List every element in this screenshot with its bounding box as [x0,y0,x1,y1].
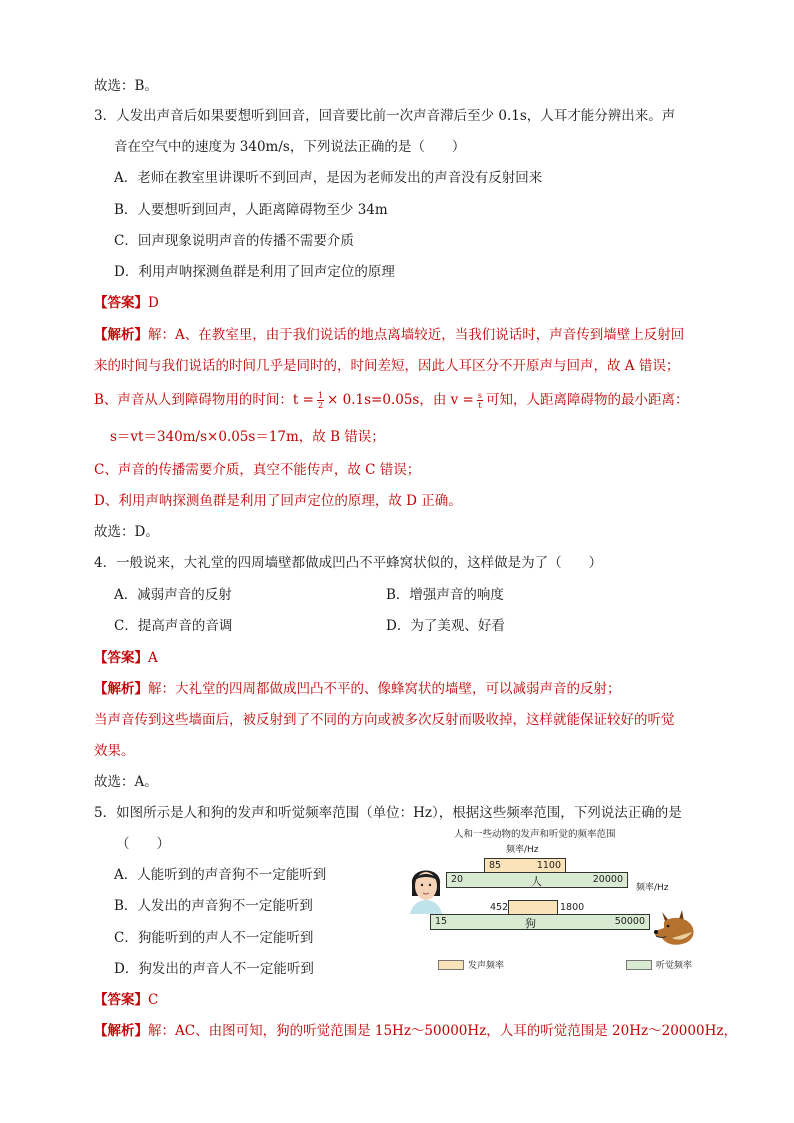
analysis-tag: 【解析】 [94,1023,148,1039]
answer-tag: 【答案】 [94,295,148,311]
q5-option-b: B．人发出的声音狗不一定能听到 [114,898,313,914]
q4-option-a: A．减弱声音的反射 [114,587,232,603]
frequency-range-figure [400,824,700,976]
q5-stem-line2: （ ） [116,836,170,852]
fraction-denominator: 2 [317,401,324,410]
fraction-s-over-t [477,391,483,410]
q5-stem-line1: 5．如图所示是人和狗的发声和听觉频率范围（单位：Hz），根据这些频率范围，下列说法正确的是 [94,805,682,821]
dog-head-icon [652,908,698,948]
q5-option-c: C．狗能听到的声人不一定能听到 [114,930,314,946]
human-hear-low: 20 [451,874,464,885]
q3-answer-value: D [148,295,159,311]
q3-explain-line3 [94,390,688,410]
q3-explain-line2: 来的时间与我们说话的时间几乎是同时的，时间差短，因此人耳区分不开原声与回声，故 A 错误； [94,358,680,374]
human-emit-low: 85 [489,860,502,871]
analysis-tag: 【解析】 [94,327,148,343]
legend-hear-label: 听觉频率 [656,961,693,971]
q4-explain-line2: 当声音传到这些墙面后，被反射到了不同的方向或被多次反射而吸收掉，这样就能保证较好的听觉 [94,712,675,728]
q3-option-b: B．人要想听到回声，人距离障碍物至少 34m [114,202,388,218]
q3-stem-line1: 3．人发出声音后如果要想听到回音，回音要比前一次声音滞后至少 0.1s，人耳才能分辨出来。声 [94,108,676,124]
q3-explain-text3a: B、声音从人到障碍物用的时间：t = [94,392,314,408]
human-label: 人 [531,875,542,888]
q3-explain-line5: C、声音的传播需要介质，真空不能传声，故 C 错误； [94,462,421,478]
human-hear-bar [446,872,628,888]
fraction-one-half [317,391,324,410]
legend-hear-swatch [626,960,652,970]
q3-option-a: A．老师在教室里讲课听不到回声，是因为老师发出的声音没有反射回来 [114,170,543,186]
woman-face-icon [406,860,446,914]
q4-explain-line3: 效果。 [94,743,135,759]
legend-emit-label: 发声频率 [468,961,505,971]
q4-option-d: D．为了美观、好看 [386,618,505,634]
q4-answer [94,648,158,668]
dog-label: 狗 [525,917,536,930]
q3-stem-line2: 音在空气中的速度为 340m/s，下列说法正确的是（ ） [114,139,466,155]
human-emit-high: 1100 [536,860,561,871]
q5-explain-line1 [94,1021,737,1041]
human-hear-high: 20000 [592,874,623,885]
q3-explain-line1 [94,325,684,345]
dog-emit-high: 1800 [560,902,585,913]
figure-axis-label-top: 频率/Hz [506,845,539,855]
q3-explain-line6: D、利用声呐探测鱼群是利用了回声定位的原理，故 D 正确。 [94,493,462,509]
q3-option-d: D．利用声呐探测鱼群是利用了回声定位的原理 [114,264,395,280]
dog-emit-low: 452 [490,902,509,913]
answer-tag: 【答案】 [94,992,148,1008]
q4-option-c: C．提高声音的音调 [114,618,233,634]
q4-choice-line: 故选：A。 [94,774,158,790]
q5-answer [94,990,158,1010]
dog-hear-low: 15 [435,916,448,927]
q5-answer-value: C [148,992,159,1008]
analysis-tag: 【解析】 [94,681,148,697]
figure-axis-label-right: 频率/Hz [636,883,669,893]
q3-explain-text3b: × 0.1s=0.05s，由 v = [327,392,474,408]
q4-explain-text1: 解：大礼堂的四周都做成凹凸不平的、像蜂窝状的墙壁，可以减弱声音的反射； [148,681,621,697]
q3-answer [94,293,159,313]
choice-line: 故选：B。 [94,78,158,94]
figure-title: 人和一些动物的发声和听觉的频率范围 [454,829,616,840]
fraction-numerator: 1 [317,391,324,400]
q3-explain-text3c: 可知，人距离障碍物的最小距离： [485,392,689,408]
q3-explain-line4: s＝vt＝340m/s×0.05s＝17m，故 B 错误； [110,429,385,445]
q4-answer-value: A [148,650,158,666]
q4-explain-line1 [94,679,621,699]
dog-hear-bar [430,914,650,930]
q3-choice-line: 故选：D。 [94,524,159,540]
fraction-numerator: s [477,391,482,400]
q4-stem: 4．一般说来，大礼堂的四周墙壁都做成凹凸不平蜂窝状似的，这样做是为了（ ） [94,555,603,571]
q5-option-a: A．人能听到的声音狗不一定能听到 [114,867,327,883]
q3-option-c: C．回声现象说明声音的传播不需要介质 [114,233,354,249]
dog-hear-high: 50000 [614,916,645,927]
legend-emit-swatch [438,960,464,970]
q4-option-b: B．增强声音的响度 [386,587,504,603]
q5-explain-text1: 解：AC、由图可知，狗的听觉范围是 15Hz～50000Hz，人耳的听觉范围是 20Hz～20000Hz， [148,1023,737,1039]
answer-tag: 【答案】 [94,650,148,666]
q3-explain-text1: 解：A、在教室里，由于我们说话的地点离墙较近，当我们说话时，声音传到墙壁上反射回 [148,327,685,343]
q5-option-d: D．狗发出的声音人不一定能听到 [114,961,314,977]
fraction-denominator: t [478,401,482,410]
